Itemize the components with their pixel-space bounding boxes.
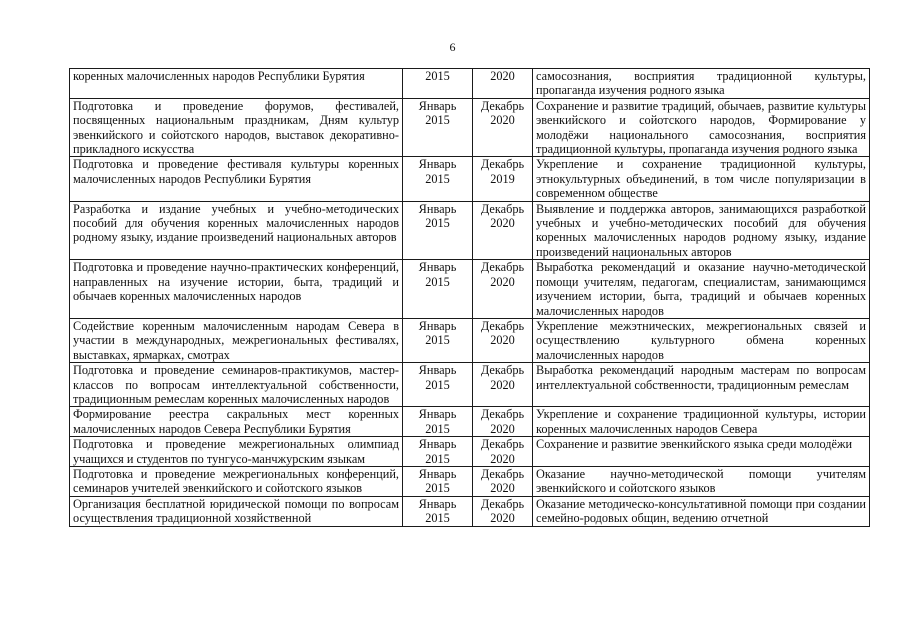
result-cell: Укрепление и сохранение традиционной культуры, истории коренных малочисленных народов Севера <box>533 407 870 437</box>
table-row <box>70 201 870 260</box>
start-date-cell <box>403 201 473 260</box>
start-date-line: 2015 <box>425 333 450 348</box>
activity-cell: Подготовка и проведение форумов, фестивалей, посвященных национальным праздникам, Дням культур эвенкийского и сойотского народов, выставок декоративно-прикладного искусства <box>70 98 403 157</box>
activity-cell: Подготовка и проведение межрегиональных конференций, семинаров учителей эвенкийского и сойотского языков <box>70 466 403 496</box>
end-date-cell <box>473 157 533 201</box>
result-cell: Выработка рекомендаций и оказание научно-методической помощи учителям, педагогам, специалистам, занимающимся изучением истории, быта, традиций и обычаев коренных малочисленных народов <box>533 260 870 319</box>
start-date-line: 2015 <box>425 69 450 83</box>
start-date-line: 2015 <box>425 511 450 526</box>
activities-table <box>69 68 870 527</box>
end-date-cell <box>473 260 533 319</box>
end-date-line: 2019 <box>490 171 515 186</box>
end-date-cell <box>473 69 533 99</box>
end-date-cell <box>473 407 533 437</box>
end-date-line: 2020 <box>490 421 515 436</box>
end-date-cell <box>473 437 533 467</box>
start-date-cell <box>403 98 473 157</box>
page-number: 6 <box>449 40 456 54</box>
start-date-line: 2015 <box>425 481 450 496</box>
start-date-line: Январь <box>418 260 457 275</box>
table-row <box>70 98 870 157</box>
end-date-line: Декабрь <box>480 260 525 275</box>
result-cell: Укрепление межэтнических, межрегиональных связей и осуществлению культурного обмена коренных малочисленных народов <box>533 318 870 362</box>
start-date-cell <box>403 437 473 467</box>
start-date-cell <box>403 496 473 526</box>
activity-cell: Организация бесплатной юридической помощи по вопросам осуществления традиционной хозяйственной <box>70 496 403 526</box>
start-date-line: 2015 <box>425 377 450 392</box>
end-date-line: Декабрь <box>480 363 525 378</box>
start-date-line: Январь <box>418 437 457 452</box>
start-date-line: 2015 <box>425 274 450 289</box>
start-date-line: Январь <box>418 363 457 378</box>
end-date-cell <box>473 466 533 496</box>
end-date-line: 2020 <box>490 333 515 348</box>
start-date-line: 2015 <box>425 421 450 436</box>
end-date-cell <box>473 496 533 526</box>
activity-cell: Подготовка и проведение научно-практических конференций, направленных на изучение истории, быта, традиций и обычаев коренных малочисленных народов <box>70 260 403 319</box>
table-row <box>70 69 870 99</box>
activity-cell: Подготовка и проведение семинаров-практикумов, мастер-классов по вопросам интеллектуальной собственности, традиционным ремеслам коренных малочисленных народов <box>70 363 403 407</box>
start-date-cell <box>403 318 473 362</box>
start-date-line: 2015 <box>425 171 450 186</box>
end-date-cell <box>473 98 533 157</box>
activities-table-body <box>70 69 870 527</box>
end-date-line: 2020 <box>490 274 515 289</box>
result-cell: Сохранение и развитие традиций, обычаев, развитие культуры эвенкийского и сойотского народов, Формирование у молодёжи национального самосознания, восприятия традиционной культуры, пропаганда изучения родного языка <box>533 98 870 157</box>
table-row <box>70 318 870 362</box>
activity-cell: Разработка и издание учебных и учебно-методических пособий для обучения коренных малочисленных народов родному языку, издание произведений национальных авторов <box>70 201 403 260</box>
end-date-line: Декабрь <box>480 496 525 511</box>
start-date-cell <box>403 466 473 496</box>
result-cell: Выработка рекомендаций народным мастерам по вопросам интеллектуальной собственности, традиционным ремеслам <box>533 363 870 407</box>
activity-cell: Подготовка и проведение фестиваля культуры коренных малочисленных народов Республики Бурятия <box>70 157 403 201</box>
table-row <box>70 437 870 467</box>
result-cell: Выявление и поддержка авторов, занимающихся разработкой учебных и учебно-методических пособий для обучения коренных малочисленных народов родному языку, издание произведений национальных авторов <box>533 201 870 260</box>
start-date-line: Январь <box>418 407 457 422</box>
end-date-line: Декабрь <box>480 98 525 113</box>
result-cell: самосознания, восприятия традиционной культуры, пропаганда изучения родного языка <box>533 69 870 99</box>
end-date-line: Декабрь <box>480 466 525 481</box>
start-date-cell <box>403 69 473 99</box>
end-date-line: 2020 <box>490 216 515 231</box>
start-date-line: 2015 <box>425 216 450 231</box>
start-date-cell <box>403 157 473 201</box>
end-date-cell <box>473 201 533 260</box>
end-date-line: Декабрь <box>480 437 525 452</box>
result-cell: Оказание методическо-консультативной помощи при создании семейно-родовых общин, ведению отчетной <box>533 496 870 526</box>
start-date-line: Январь <box>418 157 457 172</box>
activity-cell: коренных малочисленных народов Республики Бурятия <box>70 69 403 99</box>
start-date-line: Январь <box>418 318 457 333</box>
result-cell: Сохранение и развитие эвенкийского языка среди молодёжи <box>533 437 870 467</box>
end-date-cell <box>473 318 533 362</box>
start-date-line: 2015 <box>425 451 450 466</box>
table-row <box>70 496 870 526</box>
end-date-cell <box>473 363 533 407</box>
activity-cell: Подготовка и проведение межрегиональных олимпиад учащихся и студентов по тунгусо-манчжурским языкам <box>70 437 403 467</box>
activity-cell: Формирование реестра сакральных мест коренных малочисленных народов Севера Республики Бурятия <box>70 407 403 437</box>
start-date-cell <box>403 407 473 437</box>
end-date-line: 2020 <box>490 481 515 496</box>
table-row <box>70 157 870 201</box>
result-cell: Оказание научно-методической помощи учителям эвенкийского и сойотского языков <box>533 466 870 496</box>
start-date-line: 2015 <box>425 113 450 128</box>
table-row <box>70 466 870 496</box>
end-date-line: Декабрь <box>480 157 525 172</box>
start-date-line: Январь <box>418 466 457 481</box>
table-row <box>70 363 870 407</box>
end-date-line: Декабрь <box>480 407 525 422</box>
table-row <box>70 407 870 437</box>
start-date-cell <box>403 260 473 319</box>
end-date-line: 2020 <box>490 113 515 128</box>
start-date-cell <box>403 363 473 407</box>
activity-cell: Содействие коренным малочисленным народам Севера в участии в международных, межрегиональных фестивалях, выставках, ярмарках, смотрах <box>70 318 403 362</box>
end-date-line: Декабрь <box>480 201 525 216</box>
start-date-line: Январь <box>418 496 457 511</box>
end-date-line: Декабрь <box>480 318 525 333</box>
start-date-line: Январь <box>418 201 457 216</box>
end-date-line: 2020 <box>490 511 515 526</box>
end-date-line: 2020 <box>490 69 515 83</box>
end-date-line: 2020 <box>490 377 515 392</box>
end-date-line: 2020 <box>490 451 515 466</box>
start-date-line: Январь <box>418 98 457 113</box>
table-row <box>70 260 870 319</box>
result-cell: Укрепление и сохранение традиционной культуры, этнокультурных объединений, в том числе популяризации в современном обществе <box>533 157 870 201</box>
